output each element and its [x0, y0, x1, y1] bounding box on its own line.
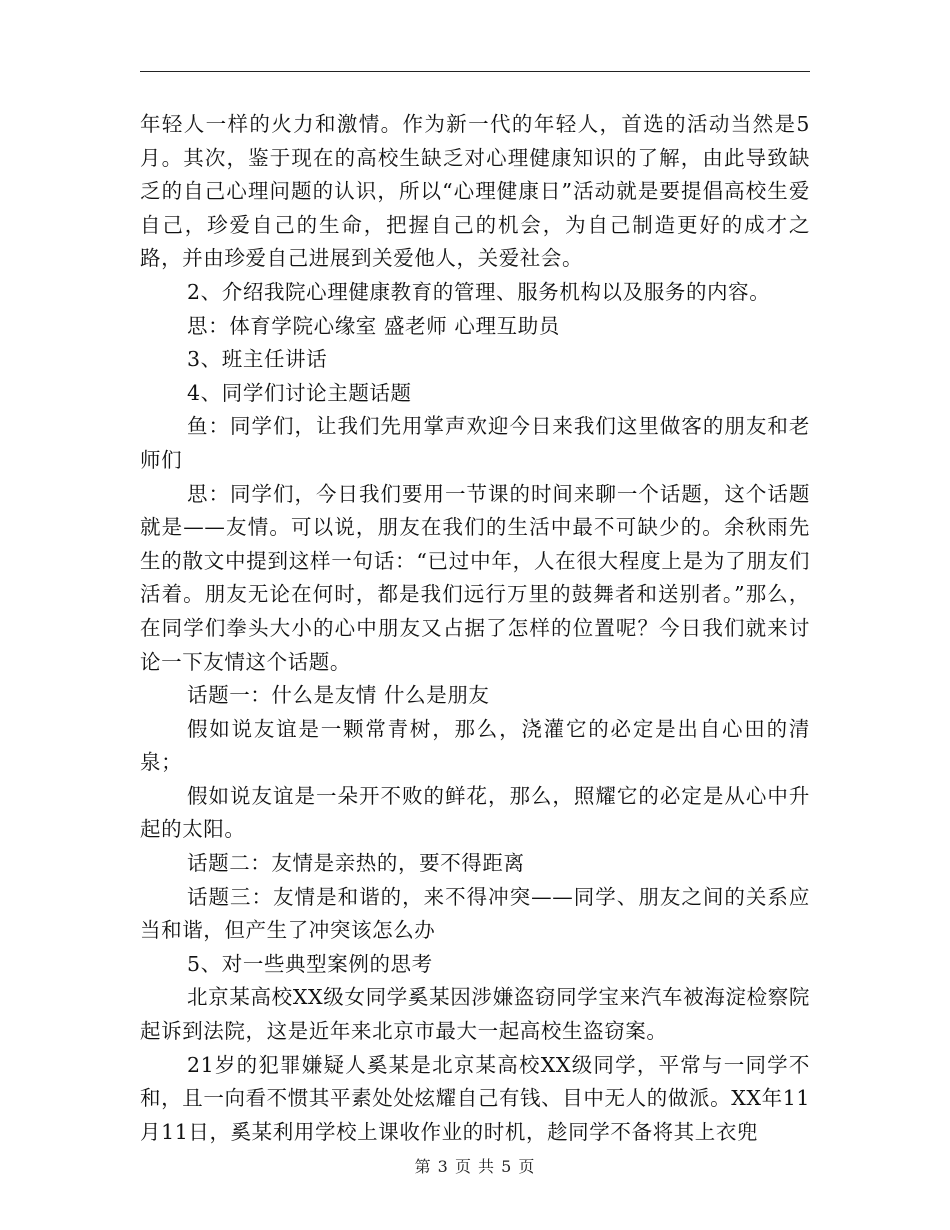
paragraph: 思：同学们，今日我们要用一节课的时间来聊一个话题，这个话题就是——友情。可以说，朋友在我们的生活中最不可缺少的。余秋雨先生的散文中提到这样一句话：“已过中年，人在很大程度上是为了朋友们活着。朋友无论在何时，都是我们远行万里的鼓舞者和送别者。”那么，在同学们拳头大小的心中朋友又占据了怎样的位置呢？今日我们就来讨论一下友情这个话题。 — [140, 481, 810, 674]
paragraph: 话题三：友情是和谐的，来不得冲突——同学、朋友之间的关系应当和谐，但产生了冲突该怎么办 — [140, 884, 810, 943]
paragraph: 年轻人一样的火力和激情。作为新一代的年轻人，首选的活动当然是5月。其次，鉴于现在的高校生缺乏对心理健康知识的了解，由此导致缺乏的自己心理问题的认识，所以“心理健康日”活动就是要提倡高校生爱自己，珍爱自己的生命，把握自己的机会，为自己制造更好的成才之路，并由珍爱自己进展到关爱他人，关爱社会。 — [140, 112, 810, 271]
page-number: 第 3 页 共 5 页 — [414, 1157, 536, 1176]
paragraph: 北京某高校XX级女同学奚某因涉嫌盗窃同学宝来汽车被海淀检察院起诉到法院，这是近年来北京市最大一起高校生盗窃案。 — [140, 985, 810, 1044]
paragraph: 3、班主任讲话 — [187, 347, 328, 372]
paragraph: 思：体育学院心缘室 盛老师 心理互助员 — [187, 313, 560, 338]
paragraph: 5、对一些典型案例的思考 — [187, 951, 433, 976]
paragraph: 话题一：什么是友情 什么是朋友 — [187, 683, 490, 708]
paragraph: 假如说友谊是一朵开不败的鲜花，那么，照耀它的必定是从心中升起的太阳。 — [140, 783, 810, 842]
paragraph: 2、介绍我院心理健康教育的管理、服务机构以及服务的内容。 — [187, 279, 771, 304]
paragraph: 21岁的犯罪嫌疑人奚某是北京某高校XX级同学，平常与一同学不和，且一向看不惯其平素处处炫耀自己有钱、目中无人的做派。XX年11月11日，奚某利用学校上课收作业的时机，趁同学不备将其上衣兜 — [140, 1052, 810, 1144]
paragraph: 话题二：友情是亲热的，要不得距离 — [187, 851, 525, 876]
paragraph: 鱼：同学们，让我们先用掌声欢迎今日来我们这里做客的朋友和老师们 — [140, 414, 810, 472]
header-rule — [140, 71, 810, 72]
document-body — [140, 108, 810, 1149]
paragraph: 4、同学们讨论主题话题 — [187, 380, 412, 405]
paragraph: 假如说友谊是一颗常青树，那么，浇灌它的必定是出自心田的清泉； — [140, 716, 810, 775]
